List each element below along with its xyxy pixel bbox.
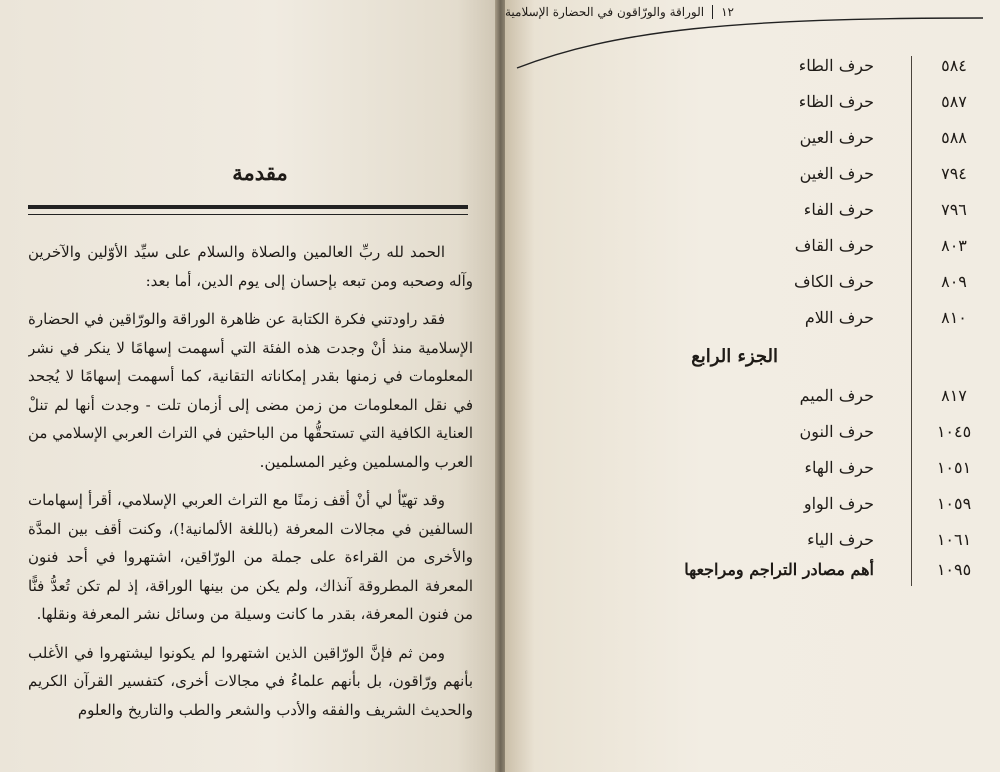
toc-page-number: ٥٨٨ (941, 128, 967, 147)
toc-row (505, 494, 1000, 524)
title-rule-thick (28, 205, 468, 209)
toc-row (505, 164, 1000, 194)
toc-page-number: ٧٩٦ (941, 200, 967, 219)
toc-row (505, 458, 1000, 488)
toc-row (505, 272, 1000, 302)
toc-page-number: ٥٨٤ (941, 56, 967, 75)
toc-label: حرف القاف (794, 236, 874, 255)
toc-label: حرف اللام (804, 308, 874, 327)
toc-row (505, 236, 1000, 266)
toc-page-number: ٨٠٣ (941, 236, 967, 255)
toc-row (505, 422, 1000, 452)
toc-label: حرف الواو (803, 494, 874, 513)
paragraph: ومن ثم فإنَّ الورّاقين الذين اشتهروا لم يكونوا ليشتهروا في الأغلب بأنهم ورّاقون، بل بأنهم علماءُ في مجالات أخرى، كتفسير القرآن الكريم والحديث الشريف والفقه والأدب والشعر والطب والتاريخ والعلوم (28, 643, 473, 719)
toc-page-number: ١٠٤٥ (936, 422, 972, 441)
title-rule-thin (28, 214, 468, 215)
toc-page-number: ١٠٥١ (936, 458, 972, 477)
toc-label: أهم مصادر التراجم ومراجعها (684, 560, 874, 579)
toc-row (505, 200, 1000, 230)
toc-label: حرف العين (799, 128, 874, 147)
toc-label: حرف الياء (807, 530, 874, 549)
running-header (505, 4, 983, 20)
toc-label: حرف الطاء (798, 56, 874, 75)
toc-label: حرف الميم (799, 386, 874, 405)
toc-row (505, 128, 1000, 158)
toc-page-number: ٨١٠ (941, 308, 967, 327)
toc-label: حرف الفاء (803, 200, 874, 219)
introduction-text (28, 238, 473, 772)
toc-page-number: ٨٠٩ (941, 272, 967, 291)
toc-label: حرف الهاء (804, 458, 874, 477)
toc-label: حرف الظاء (798, 92, 874, 111)
toc-row (505, 530, 1000, 560)
toc-page-number: ٧٩٤ (941, 164, 967, 183)
right-page (505, 0, 1000, 772)
toc-label: حرف الكاف (793, 272, 874, 291)
toc-label: حرف النون (799, 422, 874, 441)
paragraph: الحمد لله ربِّ العالمين والصلاة والسلام على سيِّد الأوّلين والآخرين وآله وصحبه ومن تبعه بإحسان إلى يوم الدين، أما بعد: (28, 243, 473, 290)
left-page (0, 0, 497, 772)
header-separator (712, 5, 713, 19)
toc-row (505, 56, 1000, 86)
toc-row (505, 92, 1000, 122)
part-heading: الجزء الرابع (691, 346, 778, 367)
toc-row (505, 560, 1000, 590)
paragraph: وقد تهيّأ لي أنْ أقف زمنًا مع التراث العربي الإسلامي، أقرأ إسهامات السالفين في مجالات المعرفة (باللغة الألمانية!)، وكنت أقف بين المدَّة والأخرى من القراءة على جملة من الورّاقين، اشتهروا في أحد فنون المعرفة المطروقة آنذاك، ولم يكن من بينها الوراقة، إذ لم تكن تُعدُّ فنًّا من فنون المعرفة، بقدر ما كانت وسيلة من وسائل نشر المعرفة ونقلها. (28, 491, 473, 623)
toc-page-number: ١٠٩٥ (936, 560, 972, 579)
toc-page-number: ١٠٦١ (936, 530, 972, 549)
running-title: الوراقة والورّاقون في الحضارة الإسلامية (505, 5, 705, 19)
toc-page-number: ١٠٥٩ (936, 494, 972, 513)
toc-label: حرف الغين (799, 164, 874, 183)
toc-page-number: ٥٨٧ (941, 92, 967, 111)
paragraph: فقد راودتني فكرة الكتابة عن ظاهرة الوراقة والورّاقين في الحضارة الإسلامية منذ أنْ وجدت هذه الفئة التي أسهمت إسهامًا لا ينكر في نشر المعلومات في زمنها بقدر إمكاناته التقانية، كما أسهمت إسهامًا لا يُجحد في نقل المعلومات من زمن مضى إلى أزمان تلت - وجدت أنها لم تنلْ العناية الكافية التي تستحقُّها من الباحثين في التراث العربي الإسلامي من العرب والمسلمين وغير المسلمين. (28, 310, 473, 471)
page-number: ١٢ (721, 5, 734, 19)
toc-row (505, 308, 1000, 338)
section-title: مقدمة (232, 160, 288, 185)
table-of-contents (505, 56, 1000, 586)
toc-page-number: ٨١٧ (941, 386, 967, 405)
toc-row (505, 386, 1000, 416)
